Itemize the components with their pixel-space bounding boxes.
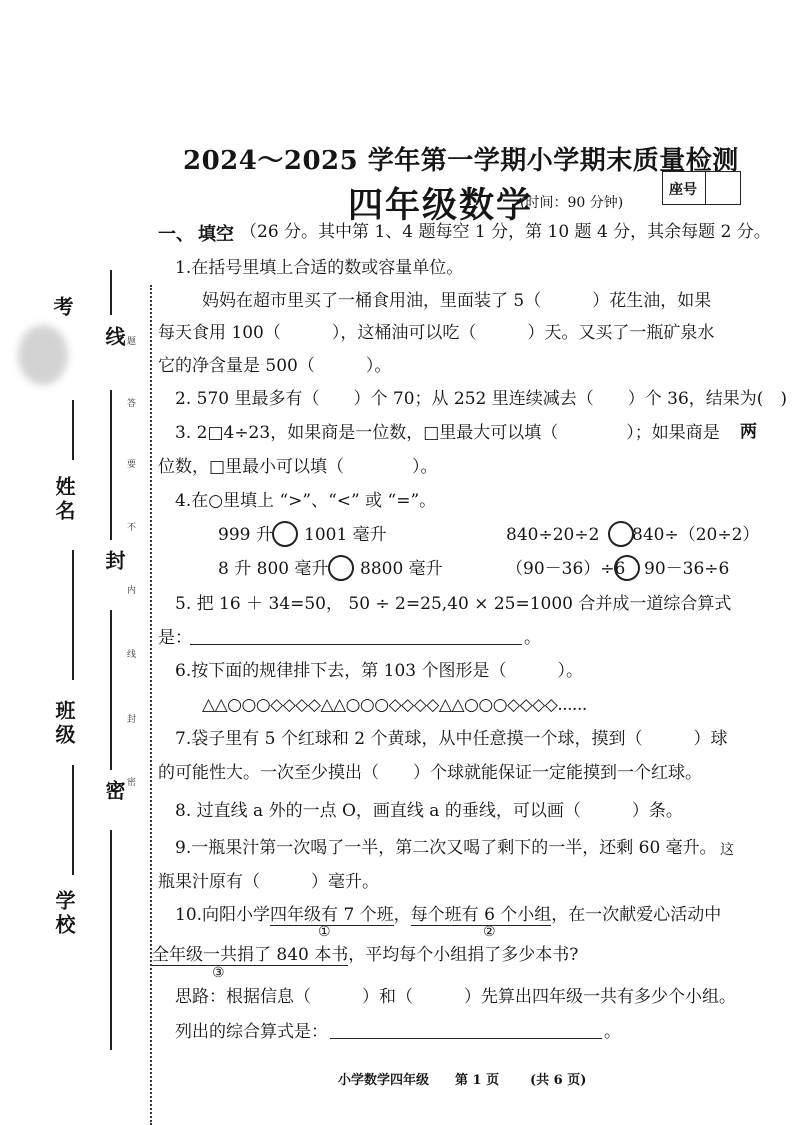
footer-total: (共 6 页) (530, 1073, 587, 1088)
q4-b-left: 840÷20÷2 (506, 525, 600, 545)
seal-line-a (110, 390, 112, 540)
q6-pattern: △△○○○◇◇◇◇△△○○○◇◇◇◇△△○○○◇◇◇◇...... (202, 695, 587, 715)
q6-text: 6.按下面的规律排下去，第 103 个图形是（ ）。 (175, 661, 583, 681)
q10-info3: 全年级一共捐了 840 本书 (152, 945, 349, 965)
time-note: (时间：90 分钟) (520, 195, 624, 211)
q3-line1: 3. 2□4÷23，如果商是一位数，□里最大可以填（ ）；如果商是 (175, 423, 720, 443)
q5-line2: 是： (158, 628, 192, 648)
seal-line-b (110, 610, 112, 770)
q4-c-left: 8 升 800 毫升 (218, 559, 329, 579)
name-label: 姓名 (52, 476, 76, 524)
q1-line1: 妈妈在超市里买了一桶食用油，里面装了 5（ ）花生油，如果 (202, 291, 712, 311)
margin-feng: 封 (102, 550, 126, 574)
q10-formula-end: 。 (604, 1022, 621, 1042)
q3-line2: 位数，□里最小可以填（ ）。 (158, 457, 438, 477)
margin-mi-small: 密 (127, 778, 137, 788)
margin-feng-small: 封 (127, 715, 137, 725)
q10-answer-line[interactable] (330, 1038, 602, 1039)
compare-circle[interactable] (328, 555, 354, 581)
q10-line1 (175, 903, 721, 927)
q5-end: 。 (524, 628, 541, 648)
compare-circle[interactable] (608, 521, 634, 547)
q1-stem: 1.在括号里填上合适的数或容量单位。 (175, 258, 464, 278)
q10-info2: 每个班有 6 个小组 (410, 905, 552, 925)
section-marker: 一、 (158, 224, 194, 245)
margin-da: 答 (127, 399, 137, 409)
q10-mark2: ② (483, 924, 496, 940)
q4-a-right: 1001 毫升 (304, 525, 387, 545)
seat-number-box (662, 171, 741, 205)
q9-line1: 9.一瓶果汁第一次喝了一半，第二次又喝了剩下的一半，还剩 60 毫升。 (175, 838, 717, 858)
margin-ti: 题 (127, 337, 137, 347)
q1-line3: 它的净含量是 500（ ）。 (158, 356, 392, 376)
margin-fill-line-2 (72, 550, 74, 680)
q4-d-right: 90－36÷6 (644, 559, 730, 579)
compare-circle[interactable] (614, 555, 640, 581)
seal-line-top (110, 270, 112, 315)
q10-rest: ，在一次献爱心活动中 (551, 905, 722, 925)
q10-line2 (152, 943, 578, 967)
margin-bu: 不 (127, 523, 137, 533)
section-title: 填空 (198, 224, 234, 245)
q10-question: ，平均每个小组捐了多少本书? (348, 945, 579, 965)
q8-text: 8. 过直线 a 外的一点 O，画直线 a 的垂线，可以画（ ）条。 (175, 801, 683, 821)
q4-c-right: 8800 毫升 (360, 559, 443, 579)
class-label: 班级 (52, 700, 76, 748)
q4-stem: 4.在○里填上 “>”、“<” 或 “=”。 (175, 491, 437, 511)
q3-line1-end: 两 (740, 422, 757, 442)
q5-line1: 5. 把 16 ＋ 34=50， 50 ÷ 2=25,40 × 25=1000 合并成一道综合算式 (175, 594, 732, 614)
compare-circle[interactable] (272, 521, 298, 547)
q9-line2: 瓶果汁原有（ ）毫升。 (158, 872, 379, 892)
q10-mark3: ③ (212, 965, 225, 981)
seat-label: 座号 (669, 182, 697, 198)
q10-formula: 列出的综合算式是： (175, 1022, 328, 1042)
margin-fill-line-3 (72, 765, 74, 875)
q2-text: 2. 570 里最多有（ ）个 70；从 252 里连续减去（ ）个 36，结果为( ) (175, 389, 788, 409)
margin-kao: 考 (50, 296, 74, 320)
exam-title: 2024～2025 学年第一学期小学期末质量检测 (183, 146, 739, 176)
margin-fill-line-1 (72, 400, 74, 460)
q1-line2: 每天食用 100（ ），这桶油可以吃（ ）天。又买了一瓶矿泉水 (158, 323, 715, 343)
school-label: 学校 (52, 890, 76, 938)
q10-hint: 思路：根据信息（ ）和（ ）先算出四年级一共有多少个小组。 (175, 987, 736, 1007)
q4-b-right: 840÷（20÷2） (632, 525, 760, 545)
q10-comma: ， (393, 905, 411, 925)
q10-prefix: 10.向阳小学 (175, 905, 271, 925)
margin-xian: 线 (102, 326, 126, 350)
q5-answer-line[interactable] (190, 644, 522, 645)
margin-xian-small: 线 (127, 650, 137, 660)
q10-info1: 四年级有 7 个班 (270, 905, 394, 925)
dotted-cut-line (150, 285, 152, 1125)
q4-a-left: 999 升 (218, 525, 273, 545)
q4-d-left: （90－36）÷6 (506, 559, 626, 579)
q7-line1: 7.袋子里有 5 个红球和 2 个黄球，从中任意摸一个球，摸到（ ）球 (175, 729, 728, 749)
footer-subject: 小学数学四年级 (338, 1073, 430, 1088)
seal-line-c (110, 830, 112, 1050)
section-description: （26 分。其中第 1、4 题每空 1 分，第 10 题 4 分，其余每题 2 分。 (240, 222, 771, 242)
footer-page: 第 1 页 (455, 1073, 500, 1088)
scan-smudge (18, 325, 68, 385)
q9-line1-end: 这 (720, 842, 734, 858)
margin-nei: 内 (127, 586, 137, 596)
margin-mi: 密 (102, 780, 126, 804)
q7-line2: 的可能性大。一次至少摸出（ ）个球就能保证一定能摸到一个红球。 (158, 763, 702, 783)
margin-yao: 要 (127, 460, 137, 470)
q10-mark1: ① (318, 924, 331, 940)
subject-title: 四年级数学 (348, 185, 534, 226)
